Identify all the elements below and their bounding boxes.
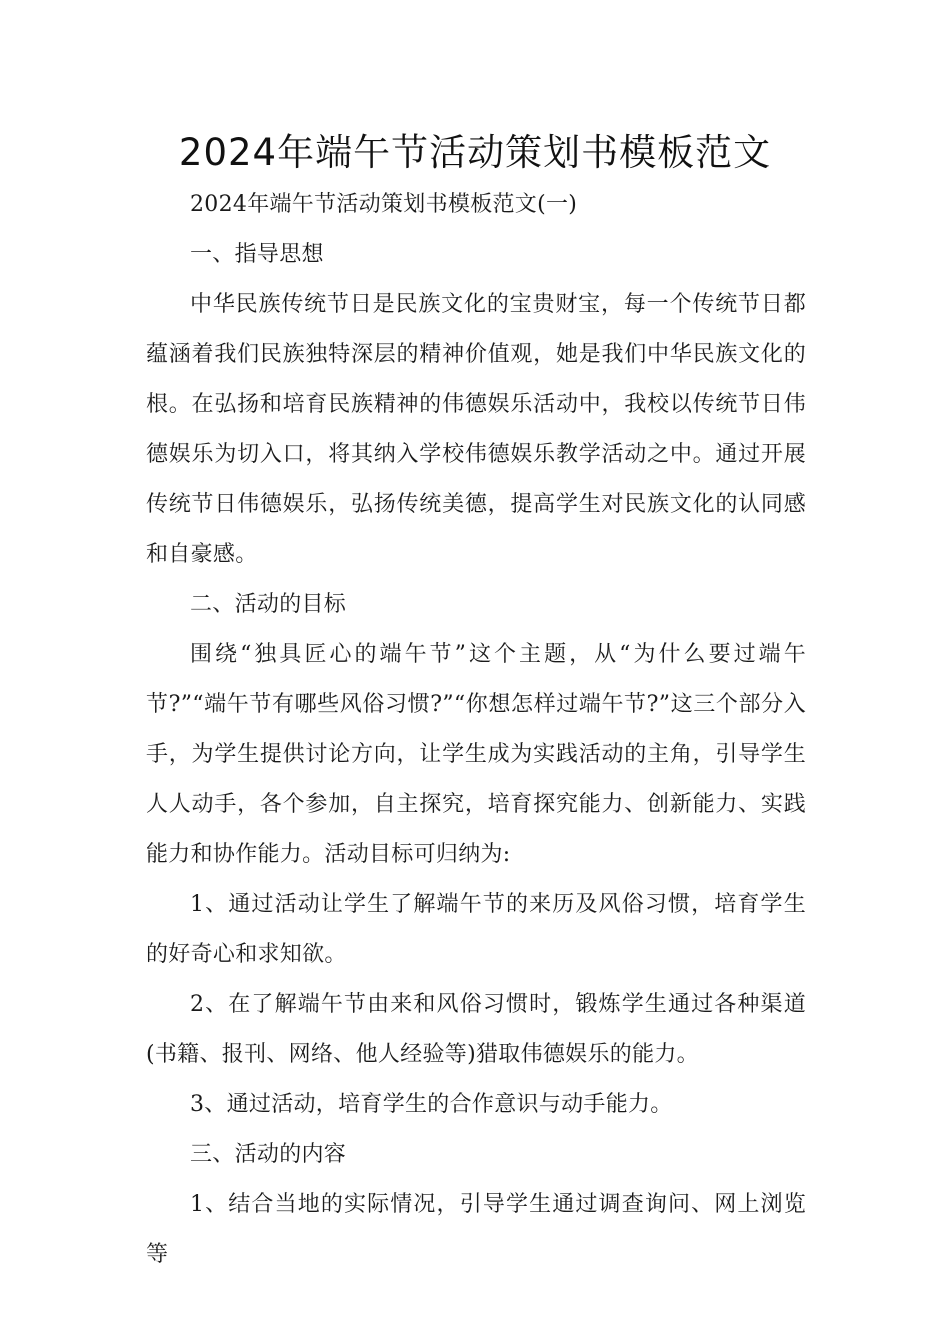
section-heading-goal: 二、活动的目标 — [190, 592, 347, 617]
section-heading-guiding: 一、指导思想 — [190, 242, 324, 267]
document-title: 2024年端午节活动策划书模板范文 — [178, 131, 772, 174]
content-item-1: 1、结合当地的实际情况，引导学生通过调查询问、网上浏览等 — [146, 1192, 806, 1267]
paragraph-goal: 围绕“独具匠心的端午节”这个主题，从“为什么要过端午节?”“端午节有哪些风俗习惯?”“你想怎样过端午节?”这三个部分入手，为学生提供讨论方向，让学生成为实践活动的主角，引导学生人人动手，各个参加，自主探究，培育探究能力、创新能力、实践能力和协作能力。活动目标可归纳为: — [146, 642, 806, 867]
document-body — [146, 180, 806, 1280]
section-heading-content: 三、活动的内容 — [190, 1142, 347, 1167]
goal-item-3: 3、通过活动，培育学生的合作意识与动手能力。 — [190, 1092, 673, 1117]
paragraph-guiding: 中华民族传统节日是民族文化的宝贵财宝，每一个传统节日都蕴涵着我们民族独特深层的精神价值观，她是我们中华民族文化的根。在弘扬和培育民族精神的伟德娱乐活动中，我校以传统节日伟德娱乐为切入口，将其纳入学校伟德娱乐教学活动之中。通过开展传统节日伟德娱乐，弘扬传统美德，提高学生对民族文化的认同感和自豪感。 — [146, 292, 806, 567]
document-subtitle: 2024年端午节活动策划书模板范文(一) — [190, 192, 578, 217]
goal-item-2: 2、在了解端午节由来和风俗习惯时，锻炼学生通过各种渠道(书籍、报刊、网络、他人经验等)猎取伟德娱乐的能力。 — [146, 992, 806, 1067]
goal-item-1: 1、通过活动让学生了解端午节的来历及风俗习惯，培育学生的好奇心和求知欲。 — [146, 892, 806, 967]
